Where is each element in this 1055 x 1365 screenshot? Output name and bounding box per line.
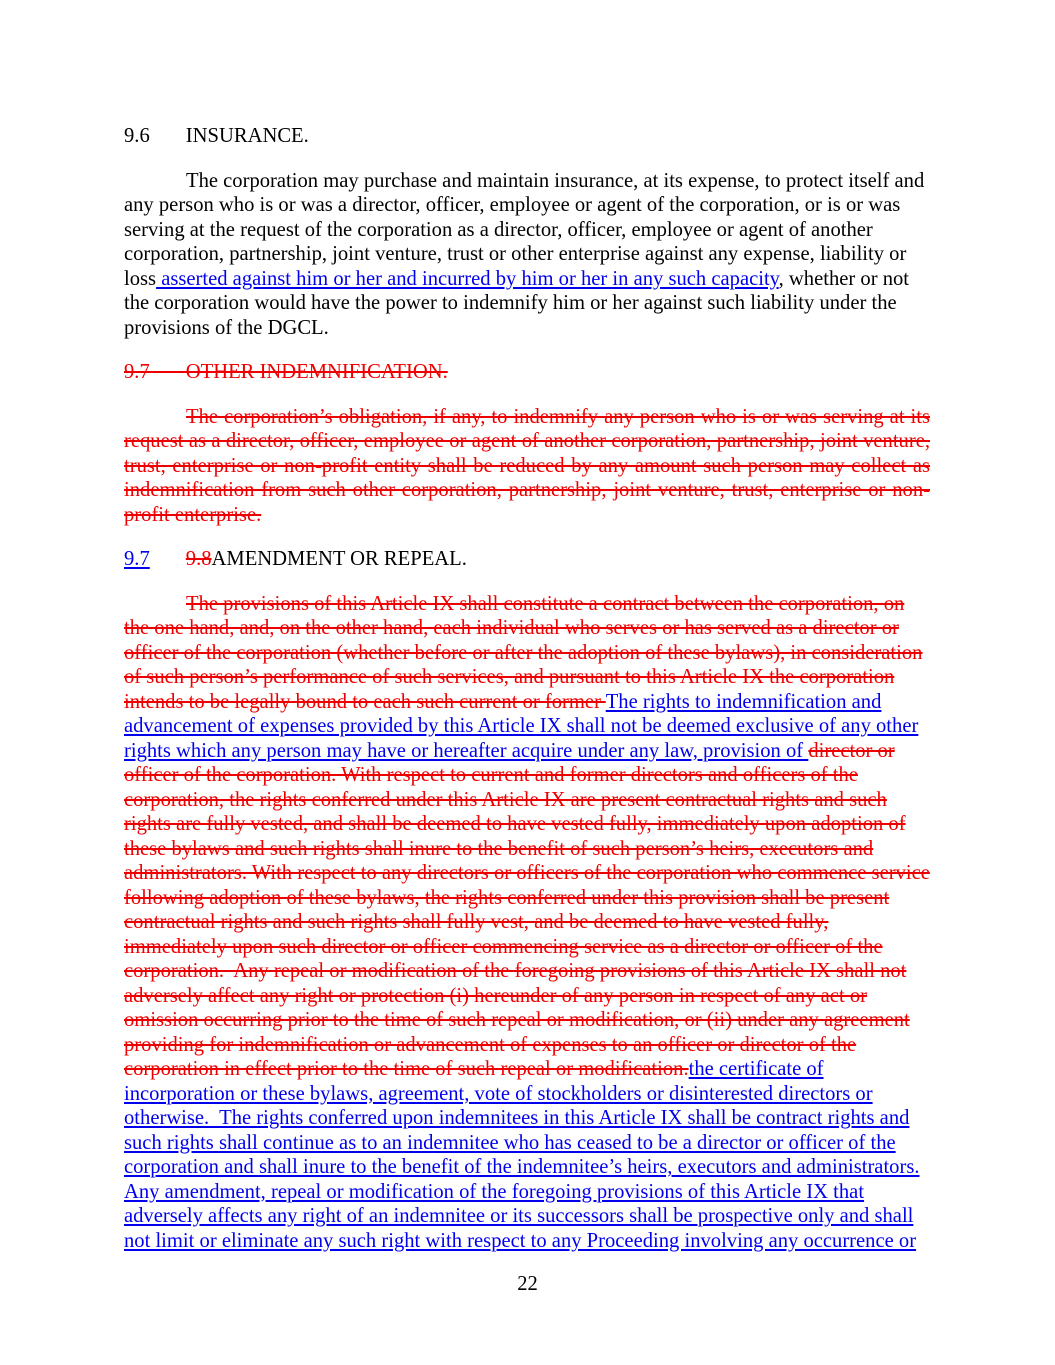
paragraph (124, 592, 930, 1254)
deleted-text: 9.8 (185, 548, 212, 570)
inserted-text: 9.7 (124, 548, 150, 570)
section-heading (124, 360, 930, 385)
paragraph (124, 405, 930, 528)
inserted-text: the certificate of incorporation or these bylaws, agreement, vote of stockholders or disinterested directors or otherwise. The rights conferred upon indemnitees in this Article IX shall be contract rights and such rights shall continue as to an indemnitee who has ceased to be a director or officer of the corporation and shall inure to the benefit of the indemnitee’s heirs, executors and administrators. Any amendment, repeal or modification of the foregoing provisions of this Article IX that adversely affects any right of an indemnitee or its successors shall be prospective only and shall not limit or eliminate any such right with respect to any Proceeding involving any occurrence or (124, 1058, 920, 1252)
deleted-text: director or officer of the corporation. With respect to current and former directors and officers of the corporation, the rights conferred under this Article IX are present contractual rights and such rights are fully vested, and shall be deemed to have vested fully, immediately upon adoption of these bylaws and such rights shall inure to the benefit of such person’s heirs, executors and administrators. With respect to any directors or officers of the corporation who commence service following adoption of these bylaws, the rights conferred under this provision shall be present contractual rights and such rights shall fully vest, and be deemed to have vested fully, immediately upon such director or officer commencing service as a director or officer of the corporation. Any repeal or modification of the foregoing provisions of this Article IX shall not adversely affect any right or protection (i) hereunder of any person in respect of any act or omission occurring prior to the time of such repeal or modification, or (ii) under any agreement providing for indemnification or advancement of expenses to an officer or director of the corporation in effect prior to the time of such repeal or modification. (124, 739, 930, 1080)
deleted-text: The corporation’s obligation, if any, to indemnify any person who is or was serving at its request as a director, officer, employee or agent of another corporation, partnership, joint venture, trust, enterprise or non-profit entity shall be reduced by any amount such person may collect as indemnification from such other corporation, partnership, joint venture, trust, enterprise or non-profit enterprise. (124, 405, 930, 526)
body-text (150, 548, 186, 570)
page-number: 22 (517, 1273, 538, 1295)
body-text: AMENDMENT OR REPEAL. (211, 548, 467, 570)
inserted-text: asserted against him or her and incurred by him or her in any such capacity (156, 267, 779, 290)
body-text: 9.6 INSURANCE. (124, 125, 309, 147)
section-heading (124, 547, 930, 572)
paragraph (124, 169, 930, 341)
document-content (124, 124, 930, 1273)
deleted-text: 9.7 OTHER INDEMNIFICATION. (124, 361, 448, 383)
deleted-text: The provisions of this Article IX shall constitute a contract between the corporation, on the one hand, and, on the other hand, each individual who serves or has served as a director or officer of the corporation (whether before or after the adoption of these bylaws), in consideration of such person’s performance of such services, and pursuant to this Article IX the corporation intends to be legally bound to each such current or former (124, 592, 923, 713)
body-text: The corporation may purchase and maintain insurance, at its expense, to protect itself and any person who is or was a director, officer, employee or agent of the corporation, or is or was serving at the request of the corporation as a director, officer, employee or agent of another corporation, partnership, joint venture, trust or other enterprise against any expense, liability or loss (124, 169, 925, 290)
section-heading (124, 124, 930, 149)
body-text: , whether or not the corporation would have the power to indemnify him or her against such liability under the provisions of the DGCL. (124, 267, 910, 339)
inserted-text: The rights to indemnification and advancement of expenses provided by this Article IX shall not be deemed exclusive of any other rights which any person may have or hereafter acquire under any law, provision of (124, 690, 919, 762)
